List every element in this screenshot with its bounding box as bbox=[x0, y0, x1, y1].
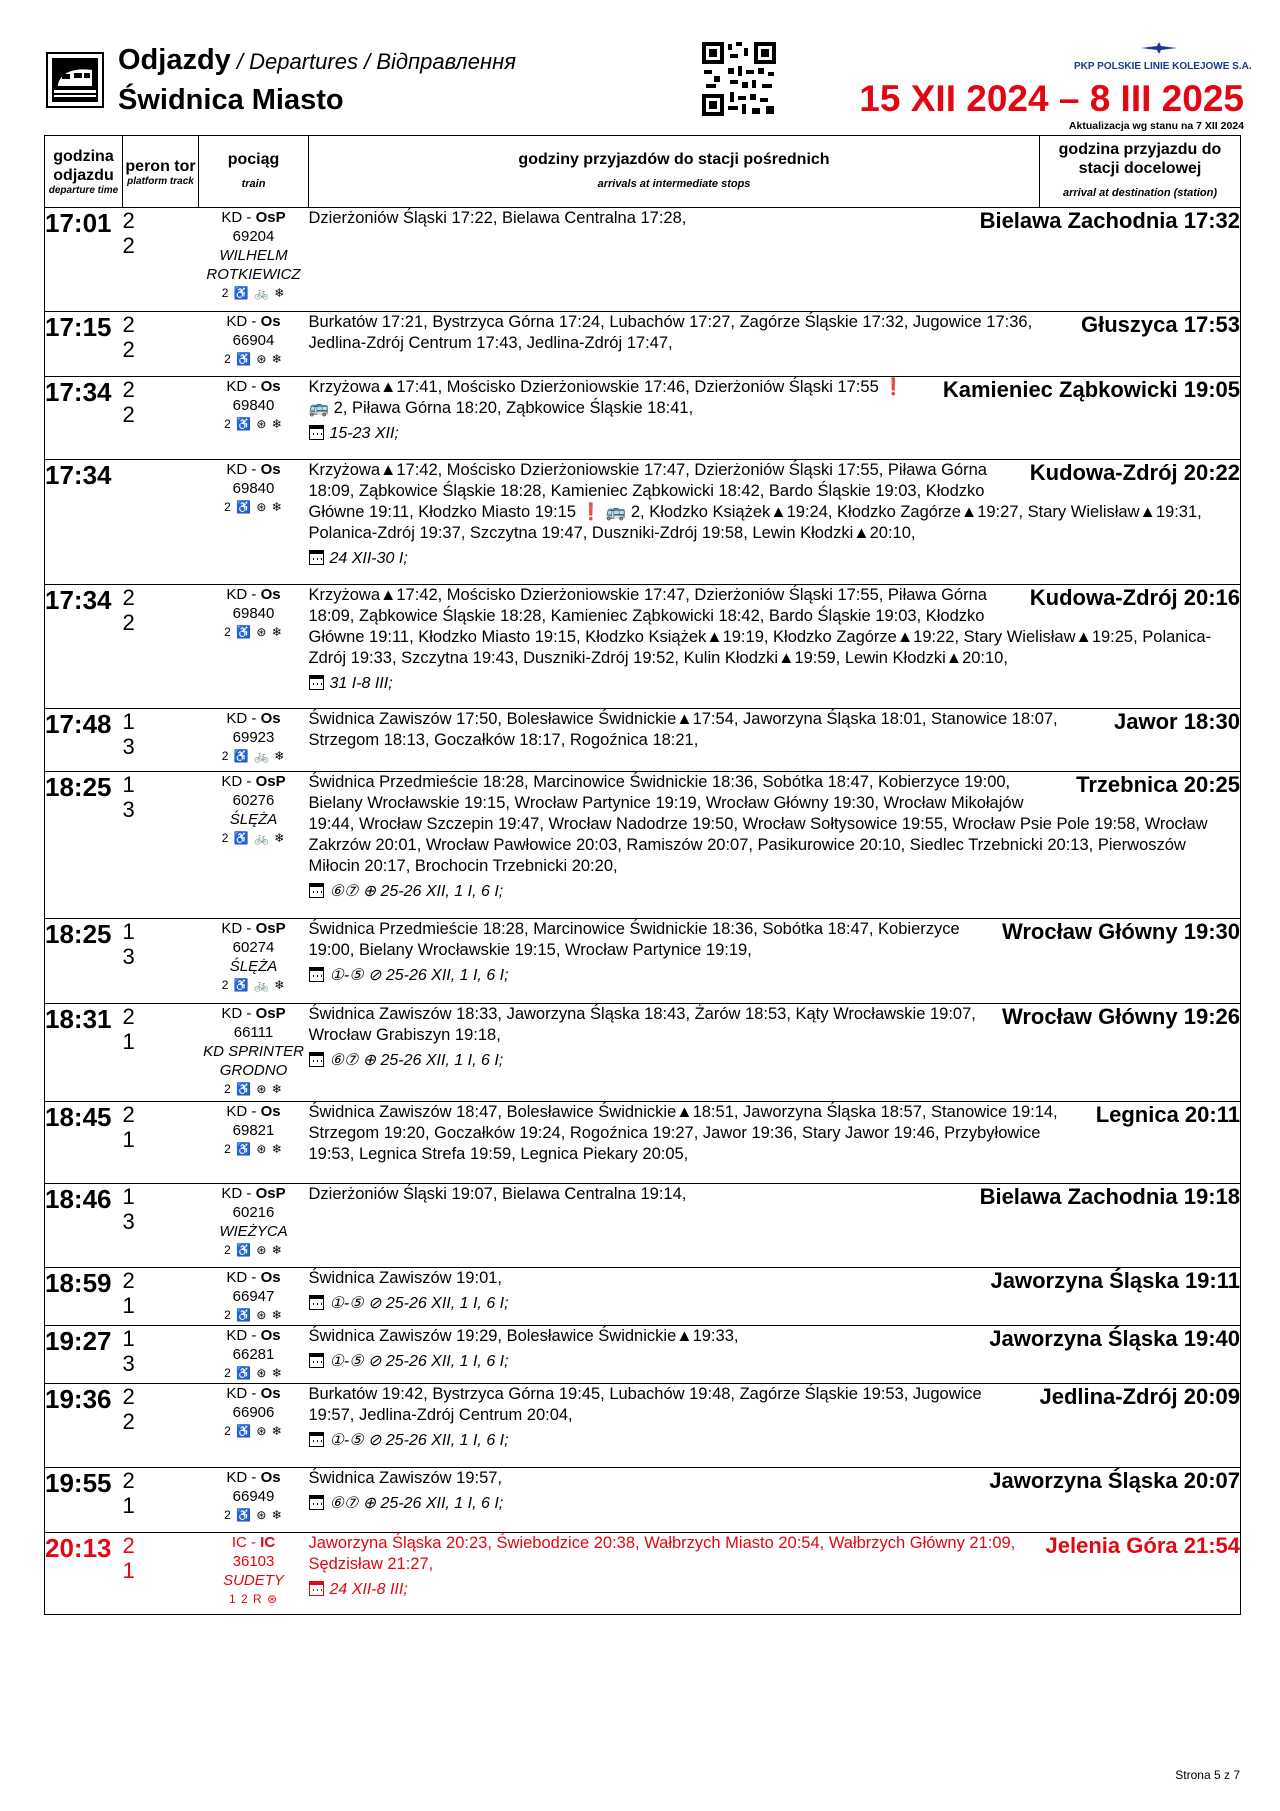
timetable bbox=[44, 135, 1241, 1615]
validity-note: 31 I-8 III; bbox=[309, 673, 1241, 694]
service-icons: 2 ♿ ⊛ ❄ bbox=[224, 1142, 283, 1156]
platform-track bbox=[123, 460, 199, 585]
stops-text: Świdnica Zawiszów 17:50, Bolesławice Świdnickie▲17:54, Jaworzyna Śląska 18:01, Stanowice 18:07, Strzegom 18:13, Goczałków 18:17, Rogoźnica 18:21, bbox=[308, 710, 1058, 749]
track: 2 bbox=[122, 1409, 135, 1434]
validity-note: 24 XII-30 I; bbox=[309, 548, 1241, 569]
validity-period: 15 XII 2024 – 8 III 2025 bbox=[859, 78, 1244, 119]
platform-track bbox=[123, 1004, 199, 1102]
stops-text: Świdnica Zawiszów 18:47, Bolesławice Świdnickie▲18:51, Jaworzyna Śląska 18:57, Stanowice 19:14, Strzegom 19:20, Goczałków 19:24, Rogoźnica 19:27, Jawor 19:36, Stary Jawor 19:46, Przybyłowice 19:53, Legnica Strefa 19:59, Legnica Piekary 20:05, bbox=[308, 1103, 1058, 1163]
track: 2 bbox=[122, 233, 135, 258]
stops-text: Świdnica Zawiszów 19:57, bbox=[308, 1469, 503, 1487]
train-info bbox=[199, 1326, 309, 1384]
intermediate-stops bbox=[309, 1268, 1241, 1326]
train-info bbox=[199, 1468, 309, 1533]
train-number: 69923 bbox=[232, 729, 275, 746]
train-number: 66904 bbox=[232, 332, 275, 349]
departure-time: 17:34 bbox=[45, 460, 123, 585]
departure-time: 17:34 bbox=[45, 585, 123, 709]
platform-track bbox=[123, 1102, 199, 1184]
departure-time: 18:25 bbox=[45, 919, 123, 1004]
train-category: KD - Os bbox=[226, 1385, 281, 1402]
calendar-icon bbox=[309, 675, 324, 690]
stops-text: Dzierżoniów Śląski 19:07, Bielawa Centralna 19:14, bbox=[308, 1185, 687, 1203]
destination: Kudowa-Zdrój 20:16 bbox=[1029, 585, 1240, 610]
stops-text: Burkatów 19:42, Bystrzyca Górna 19:45, Lubachów 19:48, Zagórze Śląskie 19:53, Jugowice 19:57, Jedlina-Zdrój Centrum 20:04, bbox=[308, 1385, 982, 1424]
calendar-icon bbox=[309, 1581, 324, 1596]
platform-track bbox=[123, 208, 199, 312]
service-icons: 2 ♿ ⊛ ❄ bbox=[224, 1308, 283, 1322]
table-row bbox=[45, 772, 1241, 919]
train-category: KD - OsP bbox=[221, 920, 286, 937]
departure-time: 17:34 bbox=[45, 377, 123, 460]
table-row bbox=[45, 1384, 1241, 1468]
departure-time: 18:45 bbox=[45, 1102, 123, 1184]
stops-text: Świdnica Zawiszów 19:29, Bolesławice Świdnickie▲19:33, bbox=[308, 1327, 739, 1345]
platform: 2 bbox=[122, 1533, 135, 1558]
intermediate-stops bbox=[309, 772, 1241, 919]
service-icons: 2 ♿ 🚲 ❄ bbox=[221, 831, 286, 845]
train-number: 66906 bbox=[232, 1404, 275, 1421]
track: 1 bbox=[122, 1029, 135, 1054]
table-row bbox=[45, 460, 1241, 585]
col-platform: peron tor platform track bbox=[123, 136, 199, 208]
train-category: KD - Os bbox=[226, 378, 281, 395]
track: 3 bbox=[122, 1351, 135, 1376]
stops-text: Krzyżowa▲17:41, Mościsko Dzierżoniowskie 17:46, Dzierżoniów Śląski 17:55 ❗ 🚌 2, Piława Górna 18:20, Ząbkowice Śląskie 18:41, bbox=[308, 378, 904, 417]
train-name: KD SPRINTER GRODNO bbox=[203, 1043, 304, 1079]
train-name: WILHELM ROTKIEWICZ bbox=[206, 247, 301, 283]
train-name: ŚLĘŻA bbox=[229, 811, 278, 828]
table-row bbox=[45, 1468, 1241, 1533]
train-number: 36103 bbox=[232, 1553, 275, 1570]
platform-track bbox=[123, 1533, 199, 1615]
validity-note: 15-23 XII; bbox=[309, 423, 1241, 444]
train-info bbox=[199, 312, 309, 377]
train-category: KD - Os bbox=[226, 1327, 281, 1344]
platform-track bbox=[123, 585, 199, 709]
service-icons: 2 ♿ ⊛ ❄ bbox=[224, 1508, 283, 1522]
train-icon bbox=[46, 52, 104, 108]
intermediate-stops bbox=[309, 1326, 1241, 1384]
table-row bbox=[45, 208, 1241, 312]
service-icons: 2 ♿ ⊛ ❄ bbox=[224, 352, 283, 366]
intermediate-stops bbox=[309, 1184, 1241, 1268]
table-row bbox=[45, 1102, 1241, 1184]
intermediate-stops bbox=[309, 377, 1241, 460]
track: 3 bbox=[122, 734, 135, 759]
platform: 2 bbox=[122, 585, 135, 610]
platform: 2 bbox=[122, 377, 135, 402]
train-category: KD - OsP bbox=[221, 773, 286, 790]
departure-time: 17:01 bbox=[45, 208, 123, 312]
calendar-icon bbox=[309, 967, 324, 982]
calendar-icon bbox=[309, 1295, 324, 1310]
platform: 2 bbox=[122, 208, 135, 233]
train-info bbox=[199, 377, 309, 460]
train-category: KD - OsP bbox=[221, 1005, 286, 1022]
train-category: KD - OsP bbox=[221, 1185, 286, 1202]
track: 2 bbox=[122, 402, 135, 427]
track: 3 bbox=[122, 944, 135, 969]
train-category: KD - Os bbox=[226, 710, 281, 727]
platform-track bbox=[123, 709, 199, 772]
table-row bbox=[45, 919, 1241, 1004]
platform: 2 bbox=[122, 1268, 135, 1293]
validity-note: ①-⑤ ⊘ 25-26 XII, 1 I, 6 I; bbox=[309, 1351, 1241, 1372]
calendar-icon bbox=[309, 1495, 324, 1510]
destination: Trzebnica 20:25 bbox=[1076, 772, 1240, 797]
col-train: pociąg train bbox=[199, 136, 309, 208]
destination: Kamieniec Ząbkowicki 19:05 bbox=[942, 377, 1240, 402]
calendar-icon bbox=[309, 1353, 324, 1368]
intermediate-stops bbox=[309, 1102, 1241, 1184]
platform: 2 bbox=[122, 1468, 135, 1493]
intermediate-stops bbox=[309, 460, 1241, 585]
train-number: 60274 bbox=[232, 939, 275, 956]
train-info bbox=[199, 919, 309, 1004]
platform-track bbox=[123, 919, 199, 1004]
train-category: IC - IC bbox=[231, 1534, 276, 1551]
train-info bbox=[199, 1184, 309, 1268]
stops-text: Świdnica Przedmieście 18:28, Marcinowice Świdnickie 18:36, Sobótka 18:47, Kobierzyce 19:00, Bielany Wrocławskie 19:15, Wrocław Partynice 19:19, bbox=[308, 920, 960, 959]
train-info bbox=[199, 1533, 309, 1615]
track: 2 bbox=[122, 337, 135, 362]
train-category: KD - Os bbox=[226, 461, 281, 478]
train-category: KD - Os bbox=[226, 313, 281, 330]
platform-track bbox=[123, 377, 199, 460]
train-category: KD - OsP bbox=[221, 209, 286, 226]
departure-time: 18:25 bbox=[45, 772, 123, 919]
intermediate-stops bbox=[309, 312, 1241, 377]
validity-note: 24 XII-8 III; bbox=[309, 1579, 1241, 1600]
stops-text: Świdnica Zawiszów 19:01, bbox=[308, 1269, 503, 1287]
table-row bbox=[45, 1184, 1241, 1268]
train-number: 69840 bbox=[232, 480, 275, 497]
platform-track bbox=[123, 312, 199, 377]
intermediate-stops bbox=[309, 709, 1241, 772]
update-note: Aktualizacja wg stanu na 7 XII 2024 bbox=[1068, 120, 1244, 132]
platform: 1 bbox=[122, 1184, 135, 1209]
service-icons: 2 ♿ 🚲 ❄ bbox=[221, 749, 286, 763]
stops-text: Jaworzyna Śląska 20:23, Świebodzice 20:38, Wałbrzych Miasto 20:54, Wałbrzych Główny 21:09, Sędzisław 21:27, bbox=[308, 1534, 1016, 1573]
train-info bbox=[199, 585, 309, 709]
table-row bbox=[45, 1533, 1241, 1615]
service-icons: 2 ♿ ⊛ ❄ bbox=[224, 1424, 283, 1438]
intermediate-stops bbox=[309, 1384, 1241, 1468]
validity-note: ①-⑤ ⊘ 25-26 XII, 1 I, 6 I; bbox=[309, 1430, 1241, 1451]
station-name: Świdnica Miasto bbox=[118, 84, 344, 116]
departure-time: 19:27 bbox=[45, 1326, 123, 1384]
train-info bbox=[199, 1384, 309, 1468]
destination: Jaworzyna Śląska 19:40 bbox=[989, 1326, 1240, 1351]
departure-time: 17:15 bbox=[45, 312, 123, 377]
track: 1 bbox=[122, 1493, 135, 1518]
destination: Wrocław Główny 19:26 bbox=[1001, 1004, 1240, 1029]
table-row bbox=[45, 1326, 1241, 1384]
train-number: 66947 bbox=[232, 1288, 275, 1305]
validity-note: ⑥⑦ ⊕ 25-26 XII, 1 I, 6 I; bbox=[309, 1050, 1241, 1071]
train-number: 69204 bbox=[232, 228, 275, 245]
calendar-icon bbox=[309, 1052, 324, 1067]
platform: 1 bbox=[122, 1326, 135, 1351]
track: 1 bbox=[122, 1558, 135, 1583]
pkp-logo: PKP POLSKIE LINIE KOLEJOWE S.A. bbox=[1074, 40, 1244, 76]
service-icons: 2 ♿ ⊛ ❄ bbox=[224, 1366, 283, 1380]
train-info bbox=[199, 709, 309, 772]
platform-track bbox=[123, 1468, 199, 1533]
table-row bbox=[45, 312, 1241, 377]
departure-time: 19:55 bbox=[45, 1468, 123, 1533]
table-row bbox=[45, 585, 1241, 709]
page-number: Strona 5 z 7 bbox=[1175, 1768, 1240, 1782]
train-number: 69821 bbox=[232, 1122, 275, 1139]
train-name: ŚLĘŻA bbox=[229, 958, 278, 975]
calendar-icon bbox=[309, 550, 324, 565]
stops-text: Świdnica Zawiszów 18:33, Jaworzyna Śląska 18:43, Żarów 18:53, Kąty Wrocławskie 19:07, Wrocław Grabiszyn 19:18, bbox=[308, 1005, 976, 1044]
intermediate-stops bbox=[309, 1004, 1241, 1102]
destination: Bielawa Zachodnia 17:32 bbox=[979, 208, 1240, 233]
intermediate-stops bbox=[309, 919, 1241, 1004]
table-row bbox=[45, 709, 1241, 772]
col-stops: godziny przyjazdów do stacji pośrednich arrivals at intermediate stops bbox=[309, 136, 1040, 208]
service-icons: 2 ♿ ⊛ ❄ bbox=[224, 500, 283, 514]
destination: Jaworzyna Śląska 19:11 bbox=[990, 1268, 1240, 1293]
validity-note: ①-⑤ ⊘ 25-26 XII, 1 I, 6 I; bbox=[309, 1293, 1241, 1314]
page-header bbox=[44, 40, 1252, 136]
track: 2 bbox=[122, 610, 135, 635]
departure-time: 18:46 bbox=[45, 1184, 123, 1268]
intermediate-stops bbox=[309, 585, 1241, 709]
service-icons: 2 ♿ ⊛ ❄ bbox=[224, 625, 283, 639]
stops-text: Świdnica Przedmieście 18:28, Marcinowice Świdnickie 18:36, Sobótka 18:47, Kobierzyce 19:00, Bielany Wrocławskie 19:15, Wrocław Partynice 19:19, Wrocław Główny 19:30, Wrocław Mikołajów 19:44, Wrocław Szczepin 19:47, Wrocław Nadodrze 19:50, Wrocław Sołtysowice 19:55, Wrocław Psie Pole 19:58, Wrocław Zakrzów 20:01, Wrocław Pawłowice 20:03, Ramiszów 20:07, Pasikurowice 20:10, Siedlec Trzebnicki 20:13, Pierwoszów Miłocin 20:17, Brochocin Trzebnicki 20:20, bbox=[308, 773, 1208, 875]
platform: 2 bbox=[122, 1384, 135, 1409]
service-icons: 2 ♿ ⊛ ❄ bbox=[224, 1082, 283, 1096]
destination: Jaworzyna Śląska 20:07 bbox=[989, 1468, 1240, 1493]
departure-time: 19:36 bbox=[45, 1384, 123, 1468]
train-category: KD - Os bbox=[226, 1269, 281, 1286]
train-info bbox=[199, 1268, 309, 1326]
intermediate-stops bbox=[309, 1468, 1241, 1533]
calendar-icon bbox=[309, 883, 324, 898]
calendar-icon bbox=[309, 1432, 324, 1447]
destination: Bielawa Zachodnia 19:18 bbox=[979, 1184, 1240, 1209]
train-number: 66111 bbox=[233, 1024, 274, 1041]
track: 3 bbox=[122, 797, 135, 822]
platform: 2 bbox=[122, 1102, 135, 1127]
departure-time: 17:48 bbox=[45, 709, 123, 772]
destination: Głuszyca 17:53 bbox=[1081, 312, 1240, 337]
calendar-icon bbox=[309, 425, 324, 440]
train-category: KD - Os bbox=[226, 586, 281, 603]
page-title: Odjazdy / Departures / Відправлення bbox=[118, 44, 516, 76]
destination: Jedlina-Zdrój 20:09 bbox=[1039, 1384, 1240, 1409]
train-number: 60276 bbox=[232, 792, 275, 809]
platform: 1 bbox=[122, 772, 135, 797]
destination: Jelenia Góra 21:54 bbox=[1045, 1533, 1240, 1558]
train-number: 69840 bbox=[232, 397, 275, 414]
train-number: 66949 bbox=[232, 1488, 275, 1505]
destination: Wrocław Główny 19:30 bbox=[1001, 919, 1240, 944]
train-number: 69840 bbox=[232, 605, 275, 622]
col-departure: godzina odjazdu departure time bbox=[45, 136, 123, 208]
platform-track bbox=[123, 1384, 199, 1468]
validity-note: ①-⑤ ⊘ 25-26 XII, 1 I, 6 I; bbox=[309, 965, 1241, 986]
service-icons: 2 ♿ ⊛ ❄ bbox=[224, 417, 283, 431]
platform: 1 bbox=[122, 919, 135, 944]
departure-time: 18:31 bbox=[45, 1004, 123, 1102]
train-info bbox=[199, 460, 309, 585]
stops-text: Dzierżoniów Śląski 17:22, Bielawa Centralna 17:28, bbox=[308, 209, 687, 227]
service-icons: 1 2 R ⊛ bbox=[228, 1592, 279, 1606]
validity-note: ⑥⑦ ⊕ 25-26 XII, 1 I, 6 I; bbox=[309, 1493, 1241, 1514]
destination: Kudowa-Zdrój 20:22 bbox=[1029, 460, 1240, 485]
platform: 2 bbox=[122, 312, 135, 337]
service-icons: 2 ♿ ⊛ ❄ bbox=[224, 1243, 283, 1257]
train-info bbox=[199, 208, 309, 312]
platform-track bbox=[123, 772, 199, 919]
stops-text: Krzyżowa▲17:42, Mościsko Dzierżoniowskie 17:47, Dzierżoniów Śląski 17:55, Piława Górna 18:09, Ząbkowice Śląskie 18:28, Kamieniec Ząbkowicki 18:42, Bardo Śląskie 19:03, Kłodzko Główne 19:11, Kłodzko Miasto 19:15, Kłodzko Książek▲19:19, Kłodzko Zagórze▲19:22, Stary Wielisław▲19:25, Polanica-Zdrój 19:33, Szczytna 19:43, Duszniki-Zdrój 19:52, Kulin Kłodzki▲19:59, Lewin Kłodzki▲20:10, bbox=[308, 586, 1212, 667]
train-number: 66281 bbox=[232, 1346, 275, 1363]
platform-track bbox=[123, 1326, 199, 1384]
train-info bbox=[199, 1004, 309, 1102]
destination: Jawor 18:30 bbox=[1114, 709, 1240, 734]
destination: Legnica 20:11 bbox=[1095, 1102, 1240, 1127]
qr-code-icon bbox=[702, 42, 776, 116]
platform-track bbox=[123, 1268, 199, 1326]
stops-text: Krzyżowa▲17:42, Mościsko Dzierżoniowskie 17:47, Dzierżoniów Śląski 17:55, Piława Górna 18:09, Ząbkowice Śląskie 18:28, Kamieniec Ząbkowicki 18:42, Bardo Śląskie 19:03, Kłodzko Główne 19:11, Kłodzko Miasto 19:15 ❗ 🚌 2, Kłodzko Książek▲19:24, Kłodzko Zagórze▲19:27, Stary Wielisław▲19:31, Polanica-Zdrój 19:37, Szczytna 19:47, Duszniki-Zdrój 19:58, Lewin Kłodzki▲20:10, bbox=[308, 461, 1202, 542]
train-category: KD - Os bbox=[226, 1469, 281, 1486]
departure-time: 18:59 bbox=[45, 1268, 123, 1326]
train-number: 60216 bbox=[232, 1204, 275, 1221]
platform: 2 bbox=[122, 1004, 135, 1029]
train-info bbox=[199, 1102, 309, 1184]
train-name: WIEŻYCA bbox=[219, 1223, 288, 1240]
track: 1 bbox=[122, 1127, 135, 1152]
service-icons: 2 ♿ 🚲 ❄ bbox=[221, 286, 286, 300]
table-row bbox=[45, 1004, 1241, 1102]
table-row bbox=[45, 377, 1241, 460]
table-row bbox=[45, 1268, 1241, 1326]
platform: 1 bbox=[122, 709, 135, 734]
train-name: SUDETY bbox=[223, 1572, 284, 1589]
table-header bbox=[45, 136, 1241, 208]
intermediate-stops bbox=[309, 208, 1241, 312]
stops-text: Burkatów 17:21, Bystrzyca Górna 17:24, Lubachów 17:27, Zagórze Śląskie 17:32, Jugowice 17:36, Jedlina-Zdrój Centrum 17:43, Jedlina-Zdrój 17:47, bbox=[308, 313, 1033, 352]
track: 1 bbox=[122, 1293, 135, 1318]
departure-time: 20:13 bbox=[45, 1533, 123, 1615]
service-icons: 2 ♿ 🚲 ❄ bbox=[221, 978, 286, 992]
platform-track bbox=[123, 1184, 199, 1268]
train-category: KD - Os bbox=[226, 1103, 281, 1120]
validity-note: ⑥⑦ ⊕ 25-26 XII, 1 I, 6 I; bbox=[309, 881, 1241, 902]
track: 3 bbox=[122, 1209, 135, 1234]
train-info bbox=[199, 772, 309, 919]
intermediate-stops bbox=[309, 1533, 1241, 1615]
col-destination: godzina przyjazdu do stacji docelowej arrival at destination (station) bbox=[1040, 136, 1241, 208]
